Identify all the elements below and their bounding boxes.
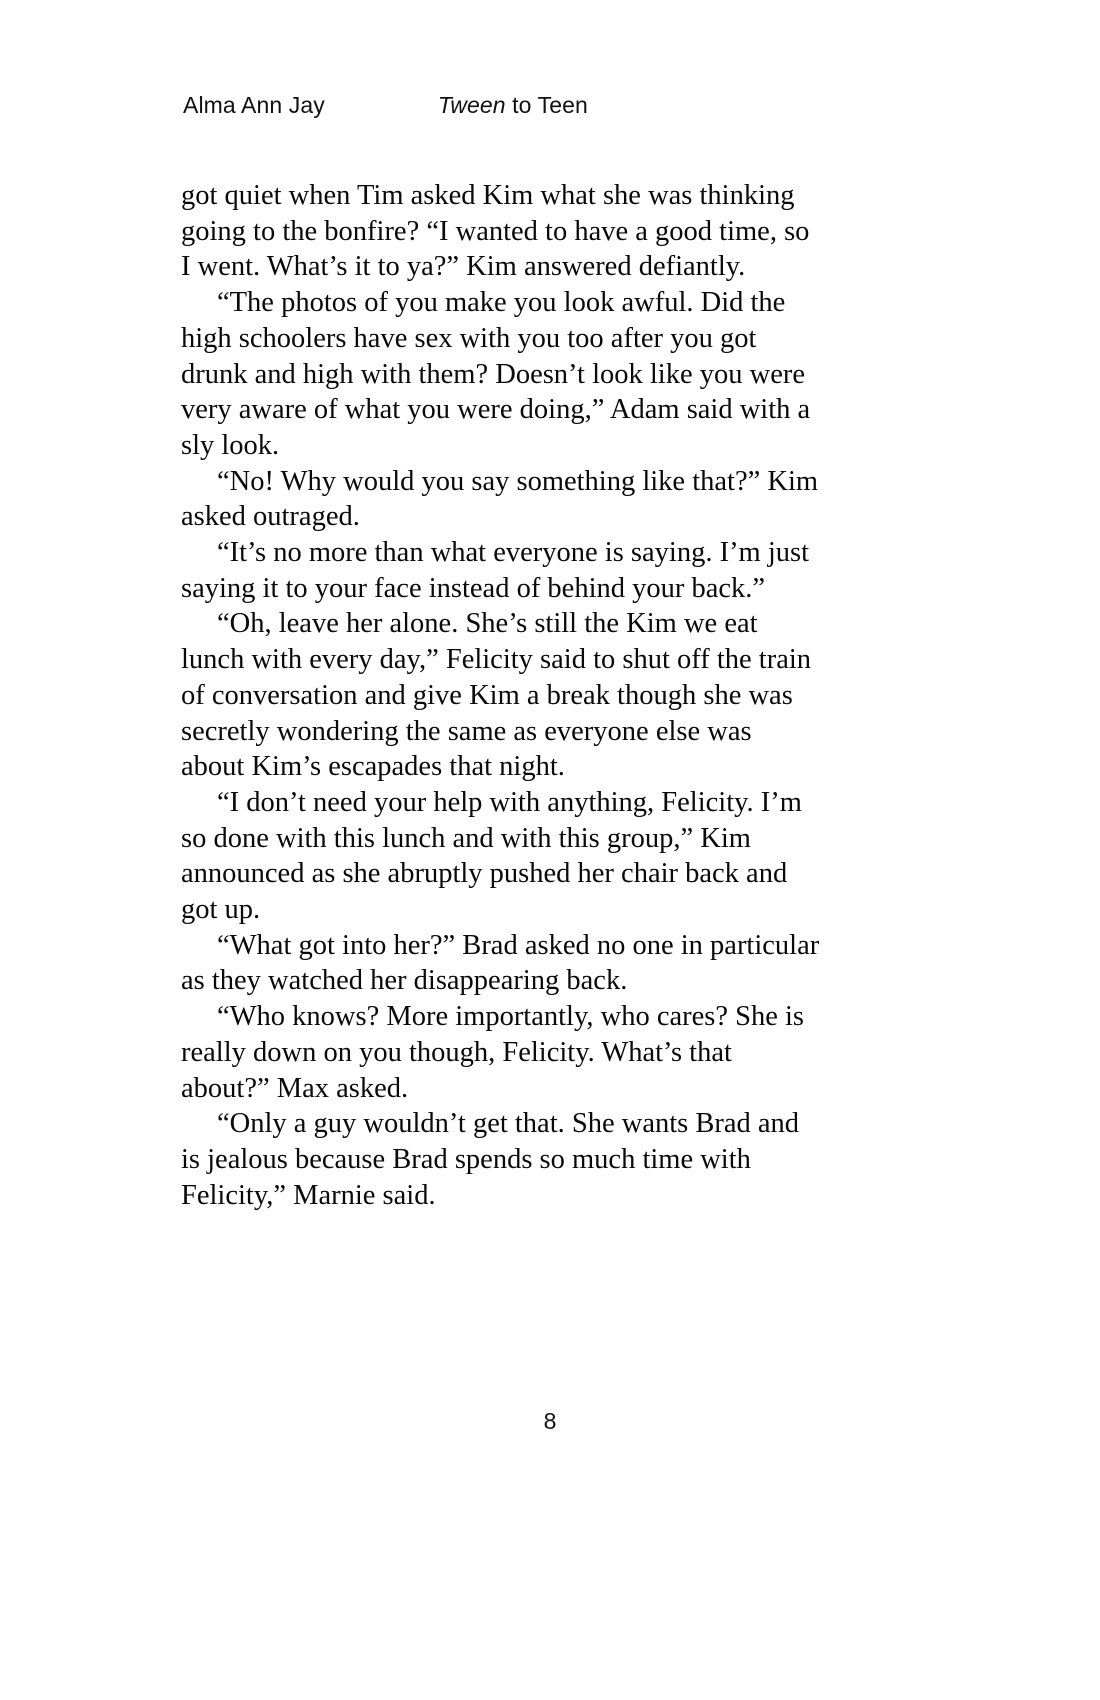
running-head-title-italic: Tween: [437, 92, 506, 118]
running-head-title-rest: to Teen: [505, 92, 588, 118]
paragraph: “Oh, leave her alone. She’s still the Kim we eat lunch with every day,” Felicity said to shut off the train of conversation and give Kim a break though she was secretly wondering the same as everyone else was about Kim’s escapades that night.: [181, 608, 819, 783]
paragraph: “Only a guy wouldn’t get that. She wants Brad and is jealous because Brad spends so much time with Felicity,” Marnie said.: [181, 1108, 807, 1211]
paragraph: “Who knows? More importantly, who cares? She is really down on you though, Felicity. What’s that about?” Max asked.: [181, 1001, 812, 1104]
page-number: 8: [543, 1408, 557, 1434]
paragraph: “No! Why would you say something like that?” Kim asked outraged.: [181, 465, 826, 533]
paragraph: “What got into her?” Brad asked no one in particular as they watched her disappearing back.: [181, 929, 827, 997]
running-head-title: [438, 92, 588, 119]
paragraph: “The photos of you make you look awful. Did the high schoolers have sex with you too after you got drunk and high with them? Doesn’t look like you were very aware of what you were doing,” Adam said with a sly look.: [181, 287, 818, 461]
running-head: [183, 92, 833, 119]
paragraph: got quiet when Tim asked Kim what she was thinking going to the bonfire? “I wanted to have a good time, so I went. What’s it to ya?” Kim answered defiantly.: [181, 180, 817, 283]
paragraph: “I don’t need your help with anything, Felicity. I’m so done with this lunch and with this group,” Kim announced as she abruptly pushed her chair back and got up.: [181, 786, 810, 926]
running-head-author: Alma Ann Jay: [183, 92, 325, 118]
paragraph: “It’s no more than what everyone is saying. I’m just saying it to your face instead of behind your back.”: [181, 537, 817, 604]
body-text-block: [181, 178, 827, 1213]
